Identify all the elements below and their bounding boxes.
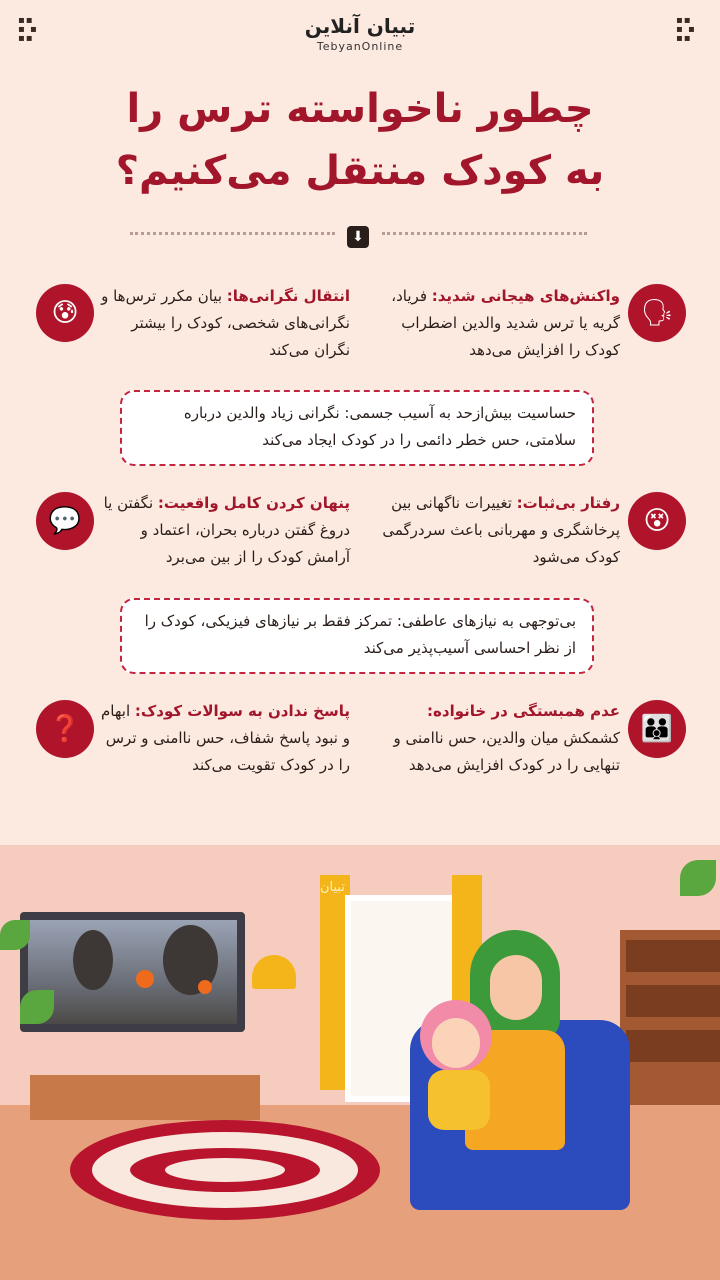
plant-leaf [20,990,54,1024]
shelf-row [626,940,720,972]
item-text: فریاد، گریه یا ترس شدید والدین اضطراب کودک را افزایش می‌دهد [391,287,620,359]
item-physical-oversensitivity [120,390,594,466]
item-unstable-behavior [370,490,620,571]
bookshelf [620,930,720,1105]
item-text: نگفتن یا دروغ گفتن درباره بحران، اعتماد و آرامش کودک را از بین می‌برد [103,494,350,566]
shelf-row [626,985,720,1017]
item-family-disunity [370,698,620,779]
explosion [198,980,212,994]
item-heading: واکنش‌های هیجانی شدید: [431,287,620,305]
title-line-1: چطور ناخواسته ترس را [126,86,594,132]
dotted-divider [130,232,335,237]
watermark: تبیان [320,880,345,895]
item-heading: انتقال نگرانی‌ها: [226,287,350,305]
site-logo [0,14,720,53]
confused-person-icon: 😵 [628,492,686,550]
tv-screen-war-scene [28,920,237,1024]
item-intense-reactions [370,283,620,364]
child-figure [420,1000,500,1130]
item-ignoring-emotional-needs [120,598,594,674]
speech-bubbles-icon: 💬 [36,492,94,550]
item-heading: پاسخ ندادن به سوالات کودک: [134,702,350,720]
item-transferring-worries [100,283,350,364]
tv-cabinet [30,1075,260,1120]
item-hiding-reality [100,490,350,571]
question-bubble-icon: ❓ [36,700,94,758]
shelf-row [626,1030,720,1062]
item-text: تغییرات ناگهانی بین پرخاشگری و مهربانی باعث سردرگمی کودک می‌شود [382,494,620,566]
title-line-2: به کودک منتقل می‌کنیم؟ [115,148,605,194]
item-text: حساسیت بیش‌ازحد به آسیب جسمی: نگرانی زیاد والدین درباره سلامتی، حس خطر دائمی را در کودک ایجاد می‌کند [183,404,576,449]
item-unanswered-questions [100,698,350,779]
smoke-cloud [73,930,113,990]
round-rug [70,1120,380,1220]
logo-english: TebyanOnline [316,40,404,53]
arrow-down-icon: ⬇ [347,226,369,248]
family-icon: 👪 [628,700,686,758]
item-heading: رفتار بی‌ثبات: [516,494,620,512]
item-text: ابهام و نبود پاسخ شفاف، حس ناامنی و ترس را در کودک تقویت می‌کند [101,702,350,774]
plant-leaf [0,920,30,950]
logo-persian: تبیان آنلاین [304,14,416,38]
plant-leaf [680,860,716,896]
dotted-divider [382,232,587,237]
corner-dots-icon: ▪▪ ▪ ▪ ▪▪ [676,15,696,44]
explosion [136,970,154,988]
worried-face-icon: 😰 [36,284,94,342]
item-text: بیان مکرر ترس‌ها و نگرانی‌های شخصی، کودک را بیشتر نگران می‌کند [101,287,350,359]
item-heading: عدم همبستگی در خانواده: [427,702,620,720]
page-title [80,78,640,202]
shouting-head-icon: 🗣 [628,284,686,342]
item-heading: پنهان کردن کامل واقعیت: [157,494,350,512]
television [20,912,245,1032]
item-text: بی‌توجهی به نیازهای عاطفی: تمرکز فقط بر نیازهای فیزیکی، کودک را از نظر احساسی آسیب‌پذیر می‌کند [144,612,576,657]
item-text: کشمکش میان والدین، حس ناامنی و تنهایی را در کودک افزایش می‌دهد [393,729,620,774]
corner-dots-icon: ▪▪ ▪ ▪ ▪▪ [18,15,38,44]
